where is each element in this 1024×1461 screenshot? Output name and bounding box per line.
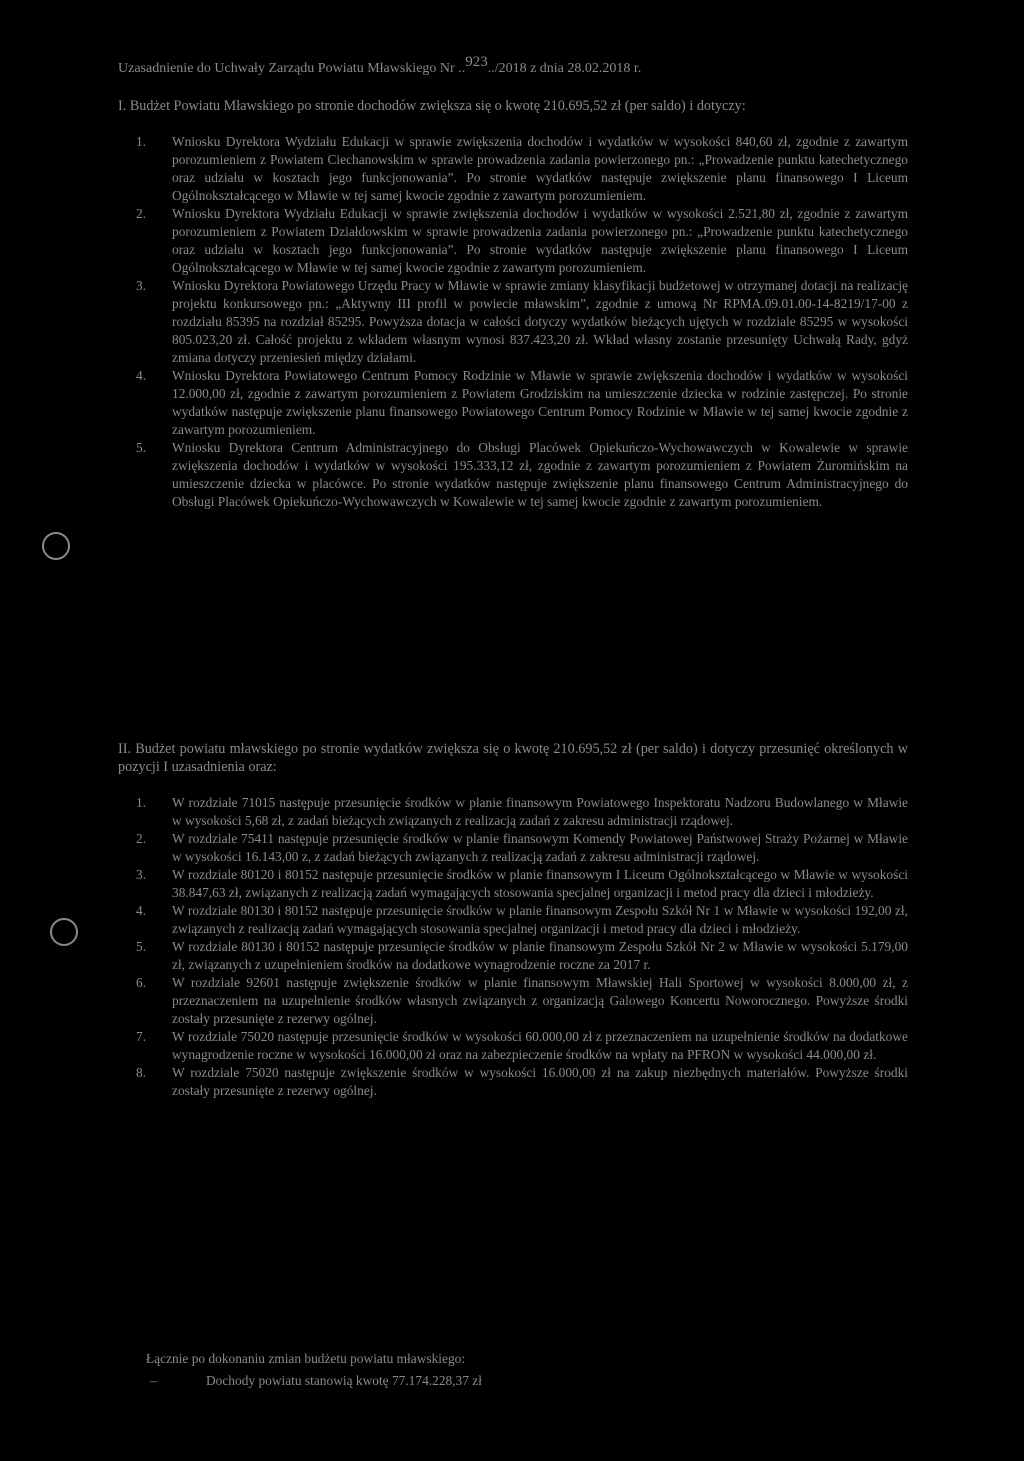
section-1	[118, 97, 908, 511]
item-number: 5.	[136, 939, 147, 954]
list-item	[118, 794, 908, 830]
list-item	[118, 205, 908, 277]
summary-item-text: Dochody powiatu stanowią kwotę 77.174.228,37 zł	[206, 1373, 482, 1388]
item-number: 5.	[136, 440, 147, 455]
item-text: W rozdziale 75020 następuje zwiększenie środków w wysokości 16.000,00 zł na zakup niezbędnych materiałów. Powyższe środki zostały przesunięte z rezerwy ogólnej.	[172, 1065, 908, 1098]
list-item	[118, 1064, 908, 1100]
item-text: Wniosku Dyrektora Powiatowego Centrum Pomocy Rodzinie w Mławie w sprawie zwiększenia dochodów i wydatków w wysokości 12.000,00 zł, zgodnie z zawartym porozumieniem z Powiatem Grodziskim na umieszczenie dziecka w rodzinie zastępczej. Po stronie wydatków następuje zwiększenie planu finansowego Powiatowego Centrum Pomocy Rodzinie w Mławie w tej samej kwocie zgodnie z zawartym porozumieniem.	[172, 368, 908, 437]
item-text: W rozdziale 75411 następuje przesunięcie środków w planie finansowym Komendy Powiatowej Państwowej Straży Pożarnej w Mławie w wysokości 16.143,00 z, z zadań bieżących związanych z realizacją zadań z zakresu administracji rządowej.	[172, 831, 908, 864]
section-2-list	[118, 794, 908, 1100]
list-item	[118, 830, 908, 866]
binder-hole-icon	[50, 918, 78, 946]
item-text: W rozdziale 80130 i 80152 następuje przesunięcie środków w planie finansowym Zespołu Szkół Nr 1 w Mławie w wysokości 192,00 zł, związanych z realizacją zadań wymagających stosowania specjalnej organizacji i metod pracy dla dzieci i młodzieży.	[172, 903, 908, 936]
list-item	[118, 974, 908, 1028]
item-text: Wniosku Dyrektora Wydziału Edukacji w sprawie zwiększenia dochodów i wydatków w wysokości 2.521,80 zł, zgodnie z zawartym porozumieniem z Powiatem Działdowskim w sprawie prowadzenia zadania powierzonego pn.: „Prowadzenie punktu katechetycznego oraz udziału w kosztach jego funkcjonowania”. Po stronie wydatków następuje zwiększenie planu finansowego I Liceum Ogólnokształcącego w Mławie w tej samej kwocie zgodnie z zawartym porozumieniem.	[172, 206, 908, 275]
item-text: Wniosku Dyrektora Wydziału Edukacji w sprawie zwiększenia dochodów i wydatków w wysokości 840,60 zł, zgodnie z zawartym porozumieniem z Powiatem Ciechanowskim w sprawie prowadzenia zadania powierzonego pn.: „Prowadzenie punktu katechetycznego oraz udziału w kosztach jego funkcjonowania”. Po stronie wydatków następuje zwiększenie planu finansowego I Liceum Ogólnokształcącego w Mławie w tej samej kwocie zgodnie z zawartym porozumieniem.	[172, 134, 908, 203]
list-item	[118, 439, 908, 511]
item-text: W rozdziale 80130 i 80152 następuje przesunięcie środków w planie finansowym Zespołu Szkół Nr 2 w Mławie w wysokości 5.179,00 zł, związanych z uzupełnieniem środków na dodatkowe wynagrodzenie roczne za 2017 r.	[172, 939, 908, 972]
list-item	[118, 938, 908, 974]
section-2	[118, 740, 908, 1100]
item-number: 2.	[136, 831, 147, 846]
item-number: 1.	[136, 134, 147, 149]
item-number: 3.	[136, 278, 147, 293]
item-text: W rozdziale 80120 i 80152 następuje przesunięcie środków w planie finansowym I Liceum Ogólnokształcącego w Mławie w wysokości 38.847,63 zł, związanych z realizacją zadań wymagających stosowania specjalnej organizacji i metod pracy dla dzieci i młodzieży.	[172, 867, 908, 900]
item-number: 8.	[136, 1065, 147, 1080]
section-2-intro: II. Budżet powiatu mławskiego po stronie wydatków zwiększa się o kwotę 210.695,52 zł (per saldo) i dotyczy przesunięć określonych w pozycji I uzasadnienia oraz:	[118, 741, 908, 775]
list-item	[118, 277, 908, 367]
item-text: W rozdziale 75020 następuje przesunięcie środków w wysokości 60.000,00 zł z przeznaczeniem na uzupełnienie środków na dodatkowe wynagrodzenie roczne w wysokości 16.000,00 zł oraz na zabezpieczenie środków na wpłaty na PFRON w wysokości 44.000,00 zł.	[172, 1029, 908, 1062]
list-item	[118, 367, 908, 439]
list-item	[118, 133, 908, 205]
item-text: W rozdziale 92601 następuje zwiększenie środków w planie finansowym Mławskiej Hali Sportowej w wysokości 8.000,00 zł, z przeznaczeniem na uzupełnienie środków własnych związanych z organizacją Galowego Koncertu Noworocznego. Powyższe środki zostały przesunięte z rezerwy ogólnej.	[172, 975, 908, 1026]
item-number: 4.	[136, 903, 147, 918]
header-suffix: /2018 z dnia 28.02.2018 r.	[494, 61, 642, 76]
item-text: W rozdziale 71015 następuje przesunięcie środków w planie finansowym Powiatowego Inspektoratu Nadzoru Budowlanego w Mławie w wysokości 5,68 zł, z zadań bieżących związanych z realizacją zadań z zakresu administracji rządowej.	[172, 795, 908, 828]
item-number: 7.	[136, 1029, 147, 1044]
item-number: 1.	[136, 795, 147, 810]
document-header: Uzasadnienie do Uchwały Zarządu Powiatu Mławskiego Nr ..923../2018 z dnia 28.02.2018 r.	[118, 54, 642, 76]
list-item	[118, 1028, 908, 1064]
item-number: 3.	[136, 867, 147, 882]
section-1-intro: I. Budżet Powiatu Mławskiego po stronie dochodów zwiększa się o kwotę 210.695,52 zł (per saldo) i dotyczy:	[118, 98, 746, 114]
item-text: Wniosku Dyrektora Centrum Administracyjnego do Obsługi Placówek Opiekuńczo-Wychowawczych w Kowalewie w sprawie zwiększenia dochodów i wydatków w wysokości 195.333,12 zł, zgodnie z zawartym porozumieniem z Powiatem Żuromińskim na umieszczenie dziecka w placówce. Po stronie wydatków następuje zwiększenie planu finansowego Centrum Administracyjnego do Obsługi Placówek Opiekuńczo-Wychowawczych w Kowalewie w tej samej kwocie zgodnie z zawartym porozumieniem.	[172, 440, 908, 509]
item-text: Wniosku Dyrektora Powiatowego Urzędu Pracy w Mławie w sprawie zmiany klasyfikacji budżetowej w otrzymanej dotacji na realizację projektu konkursowego pn.: „Aktywny III profil w powiecie mławskim”, zgodnie z umową Nr RPMA.09.01.00-14-8219/17-00 z rozdziału 85395 na rozdział 85295. Powyższa dotacja w całości dotyczy wydatków bieżących ujętych w rozdziale 85295 w wysokości 805.023,20 zł. Całość projektu z wkładem własnym wynosi 837.423,20 zł. Wkład własny zostanie przesunięty Uchwałą Rady, gdyż zmiana dotyczy przeniesień między działami.	[172, 278, 908, 365]
item-number: 6.	[136, 975, 147, 990]
binder-hole-icon	[42, 532, 70, 560]
list-item	[118, 866, 908, 902]
item-number: 2.	[136, 206, 147, 221]
section-1-list	[118, 133, 908, 511]
summary-list-item	[118, 1372, 908, 1390]
item-number: 4.	[136, 368, 147, 383]
list-item	[118, 902, 908, 938]
dash-bullet: –	[150, 1373, 157, 1388]
summary-intro: Łącznie po dokonaniu zmian budżetu powiatu mławskiego:	[146, 1351, 466, 1366]
header-prefix: Uzasadnienie do Uchwały Zarządu Powiatu Mławskiego Nr	[118, 61, 455, 76]
summary-section	[118, 1350, 908, 1390]
resolution-number: 923	[465, 54, 488, 70]
